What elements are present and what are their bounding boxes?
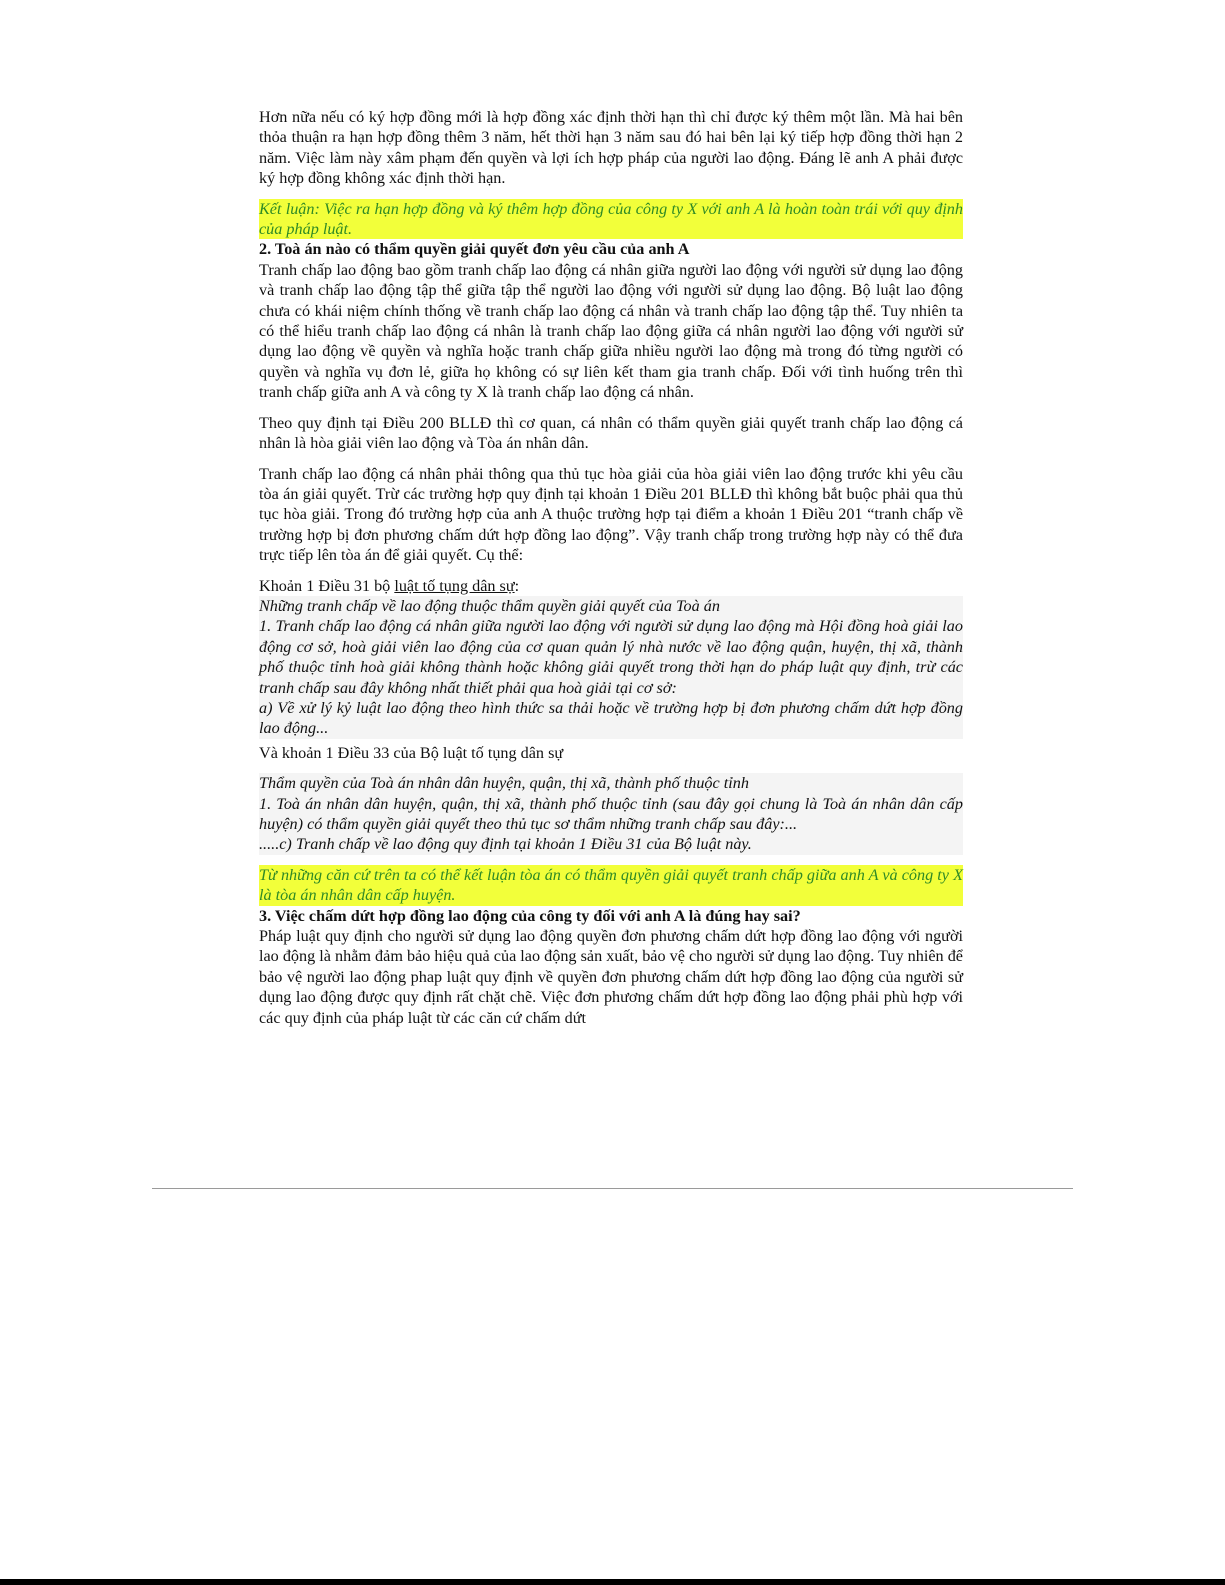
conclusion-highlight-1: Kết luận: Việc ra hạn hợp đồng và ký thêm hợp đồng của công ty X với anh A là hoàn toàn trái với quy định của pháp luật. <box>259 199 963 239</box>
document-page <box>259 107 963 1028</box>
quote-item: a) Về xử lý kỷ luật lao động theo hình thức sa thải hoặc về trường hợp bị đơn phương chấm dứt hợp đồng lao động... <box>259 698 963 738</box>
paragraph-mediation: Tranh chấp lao động cá nhân phải thông qua thủ tục hòa giải của hòa giải viên lao động trước khi yêu cầu tòa án giải quyết. Trừ các trường hợp quy định tại khoản 1 Điều 201 BLLĐ thì không bắt buộc phải qua thủ tục hòa giải. Trong đó trường hợp của anh A thuộc trường hợp tại điểm a khoản 1 Điều 201 “tranh chấp về trường hợp bị đơn phương chấm dứt hợp đồng lao động”. Vậy tranh chấp trong trường hợp này có thể đưa trực tiếp lên tòa án để giải quyết. Cụ thể: <box>259 464 963 565</box>
quote-title: Những tranh chấp về lao động thuộc thẩm quyền giải quyết của Toà án <box>259 596 720 615</box>
quote-block-article-33 <box>259 773 963 855</box>
paragraph-labor-dispute-definition: Tranh chấp lao động bao gồm tranh chấp lao động cá nhân giữa người lao động với người sử dụng lao động và tranh chấp lao động tập thể giữa tập thể người lao động với người sử dụng lao động. Bộ luật lao động chưa có khái niệm chính thống về tranh chấp lao động cá nhân và tranh chấp lao động tập thể. Tuy nhiên ta có thể hiểu tranh chấp lao động cá nhân là tranh chấp lao động giữa cá nhân người lao động với người sử dụng lao động về quyền và nghĩa hoặc tranh chấp giữa nhiều người lao động mà trong đó từng người có quyền và nghĩa vụ đơn lẻ, giữa họ không có sự liên kết tham gia tranh chấp. Đối với tình huống trên thì tranh chấp giữa anh A và công ty X là tranh chấp lao động cá nhân. <box>259 260 963 402</box>
conclusion-highlight-2: Từ những căn cứ trên ta có thể kết luận tòa án có thẩm quyền giải quyết tranh chấp giữa anh A và công ty X là tòa án nhân dân cấp huyện. <box>259 865 963 905</box>
section-heading-2: 2. Toà án nào có thẩm quyền giải quyết đơn yêu cầu của anh A <box>259 240 690 259</box>
spacer <box>259 454 963 464</box>
civil-procedure-law-link[interactable]: luật tố tụng dân sự <box>394 576 515 595</box>
bottom-edge-bar <box>0 1579 1225 1585</box>
paragraph-unilateral-termination: Pháp luật quy định cho người sử dụng lao động quyền đơn phương chấm dứt hợp đồng lao động với người lao động là nhằm đảm bảo hiệu quả của lao động sản xuất, bảo vệ cho người sử dụng lao động. Tuy nhiên để bảo vệ người lao động phap luật quy định về quyền đơn phương chấm dứt hợp đồng lao động của người sử dụng lao động được quy định rất chặt chẽ. Việc đơn phương chấm dứt hợp đồng lao động phải phù hợp với các quy định của pháp luật từ các căn cứ chấm dứt <box>259 927 963 1027</box>
citation-article-31 <box>259 576 963 596</box>
quote-body: 1. Tranh chấp lao động cá nhân giữa người lao động với người sử dụng lao động mà Hội đồng hoà giải lao động cơ sở, hoà giải viên lao động của cơ quan quản lý nhà nước về lao động quận, huyện, thị xã, thành phố thuộc tỉnh hoà giải không thành hoặc không giải quyết trong thời hạn do pháp luật quy định, trừ các tranh chấp sau đây không nhất thiết phải qua hoà giải tại cơ sở: <box>259 617 963 697</box>
quote-item: .....c) Tranh chấp về lao động quy định tại khoản 1 Điều 31 của Bộ luật này. <box>259 835 752 854</box>
spacer <box>259 403 963 413</box>
spacer <box>259 189 963 199</box>
page-divider <box>152 1188 1073 1189</box>
quote-title: Thẩm quyền của Toà án nhân dân huyện, quận, thị xã, thành phố thuộc tỉnh <box>259 774 749 793</box>
paragraph-article-200: Theo quy định tại Điều 200 BLLĐ thì cơ quan, cá nhân có thẩm quyền giải quyết tranh chấp lao động cá nhân là hòa giải viên lao động và Tòa án nhân dân. <box>259 413 963 453</box>
quote-block-article-31 <box>259 596 963 739</box>
paragraph-contract-renewal: Hơn nữa nếu có ký hợp đồng mới là hợp đồng xác định thời hạn thì chỉ được ký thêm một lần. Mà hai bên thỏa thuận ra hạn hợp đồng thêm 3 năm, hết thời hạn 3 năm sau đó hai bên lại ký tiếp hợp đồng thời hạn 2 năm. Việc làm này xâm phạm đến quyền và lợi ích hợp pháp của người lao động. Đáng lẽ anh A phải được ký hợp đồng không xác định thời hạn. <box>259 108 963 188</box>
section-heading-3: 3. Việc chấm dứt hợp đồng lao động của công ty đối với anh A là đúng hay sai? <box>259 906 801 925</box>
spacer <box>259 855 963 865</box>
spacer <box>259 763 963 773</box>
quote-body: 1. Toà án nhân dân huyện, quận, thị xã, thành phố thuộc tỉnh (sau đây gọi chung là Toà án nhân dân cấp huyện) có thẩm quyền giải quyết theo thủ tục sơ thẩm những tranh chấp sau đây:... <box>259 794 963 833</box>
citation-article-33: Và khoản 1 Điều 33 của Bộ luật tố tụng dân sự <box>259 743 564 762</box>
citation-prefix: Khoản 1 Điều 31 bộ <box>259 576 395 595</box>
spacer <box>259 566 963 576</box>
citation-suffix: : <box>514 576 520 595</box>
